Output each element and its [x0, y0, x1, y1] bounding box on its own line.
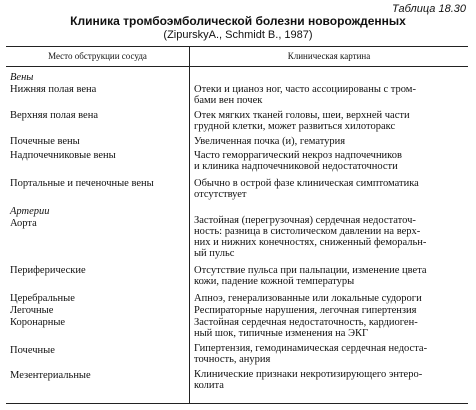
row-description-line: ный шок, типичные изменения на ЭКГ: [194, 328, 369, 339]
header-rule: [6, 66, 468, 67]
row-site: Легочные: [10, 305, 54, 316]
table-source: (ZipurskyA., Schmidt B., 1987): [163, 29, 313, 41]
row-description-line: бами вен почек: [194, 95, 263, 106]
row-description-line: Клинические признаки некротизирующего энтеро-: [194, 369, 423, 380]
row-site: Нижняя полая вена: [10, 84, 97, 95]
row-description-line: Отек мягких тканей головы, шеи, верхней части: [194, 110, 410, 121]
row-site: Почечные вены: [10, 136, 80, 147]
row-description-line: Обычно в острой фазе клиническая симптоматика: [194, 178, 419, 189]
row-description-line: ый пульс: [194, 248, 235, 259]
table-title: Клиника тромбоэмболической болезни новорожденных: [70, 14, 406, 28]
row-description-line: Респираторные нарушения, легочная гипертензия: [194, 305, 417, 316]
row-description-line: Увеличенная почка (и), гематурия: [194, 136, 346, 147]
row-site: Надпочечниковые вены: [10, 150, 116, 161]
row-site: Почечные: [10, 345, 55, 356]
row-site: Портальные и печеночные вены: [10, 178, 154, 189]
header-obstruction-site: Место обструкции сосуда: [48, 51, 147, 61]
row-description-line: Застойная сердечная недостаточность, кардиоген-: [194, 317, 418, 328]
row-description-line: Часто геморрагический некроз надпочечников: [194, 150, 402, 161]
row-description-line: ность: разница в систолическом давлении на верх-: [194, 226, 421, 237]
group-label-arteries: Артерии: [10, 206, 50, 217]
row-description-line: колита: [194, 380, 224, 391]
row-site: Мезентериальные: [10, 370, 91, 381]
row-description-line: Апноэ, генерализованные или локальные судороги: [194, 293, 422, 304]
row-description-line: Застойная (перегрузочная) сердечная недостаточ-: [194, 215, 416, 226]
row-description-line: них и нижних конечностях, сниженный феморальн-: [194, 237, 427, 248]
row-description-line: точность, анурия: [194, 354, 271, 365]
row-description-line: отсутствует: [194, 189, 247, 200]
clinical-table: [6, 46, 468, 404]
row-description-line: Отеки и цианоз ног, часто ассоциированы с тром-: [194, 84, 416, 95]
row-site: Периферические: [10, 265, 86, 276]
column-divider: [189, 47, 190, 403]
row-site: Коронарные: [10, 317, 66, 328]
table-number: Таблица 18.30: [392, 3, 466, 15]
row-site: Аорта: [10, 218, 37, 229]
row-description-line: кожи, падение кожной температуры: [194, 276, 355, 287]
row-description-line: Отсутствие пульса при пальпации, изменение цвета: [194, 265, 427, 276]
row-description-line: и клиника надпочечниковой недостаточности: [194, 161, 398, 172]
group-label-veins: Вены: [10, 72, 34, 83]
row-site: Церебральные: [10, 293, 75, 304]
row-description-line: Гипертензия, гемодинамическая сердечная недоста-: [194, 343, 428, 354]
header-clinical-picture: Клиническая картина: [287, 51, 371, 61]
row-description-line: грудной клетки, может развиться хилоторакс: [194, 121, 396, 132]
row-site: Верхняя полая вена: [10, 110, 98, 121]
